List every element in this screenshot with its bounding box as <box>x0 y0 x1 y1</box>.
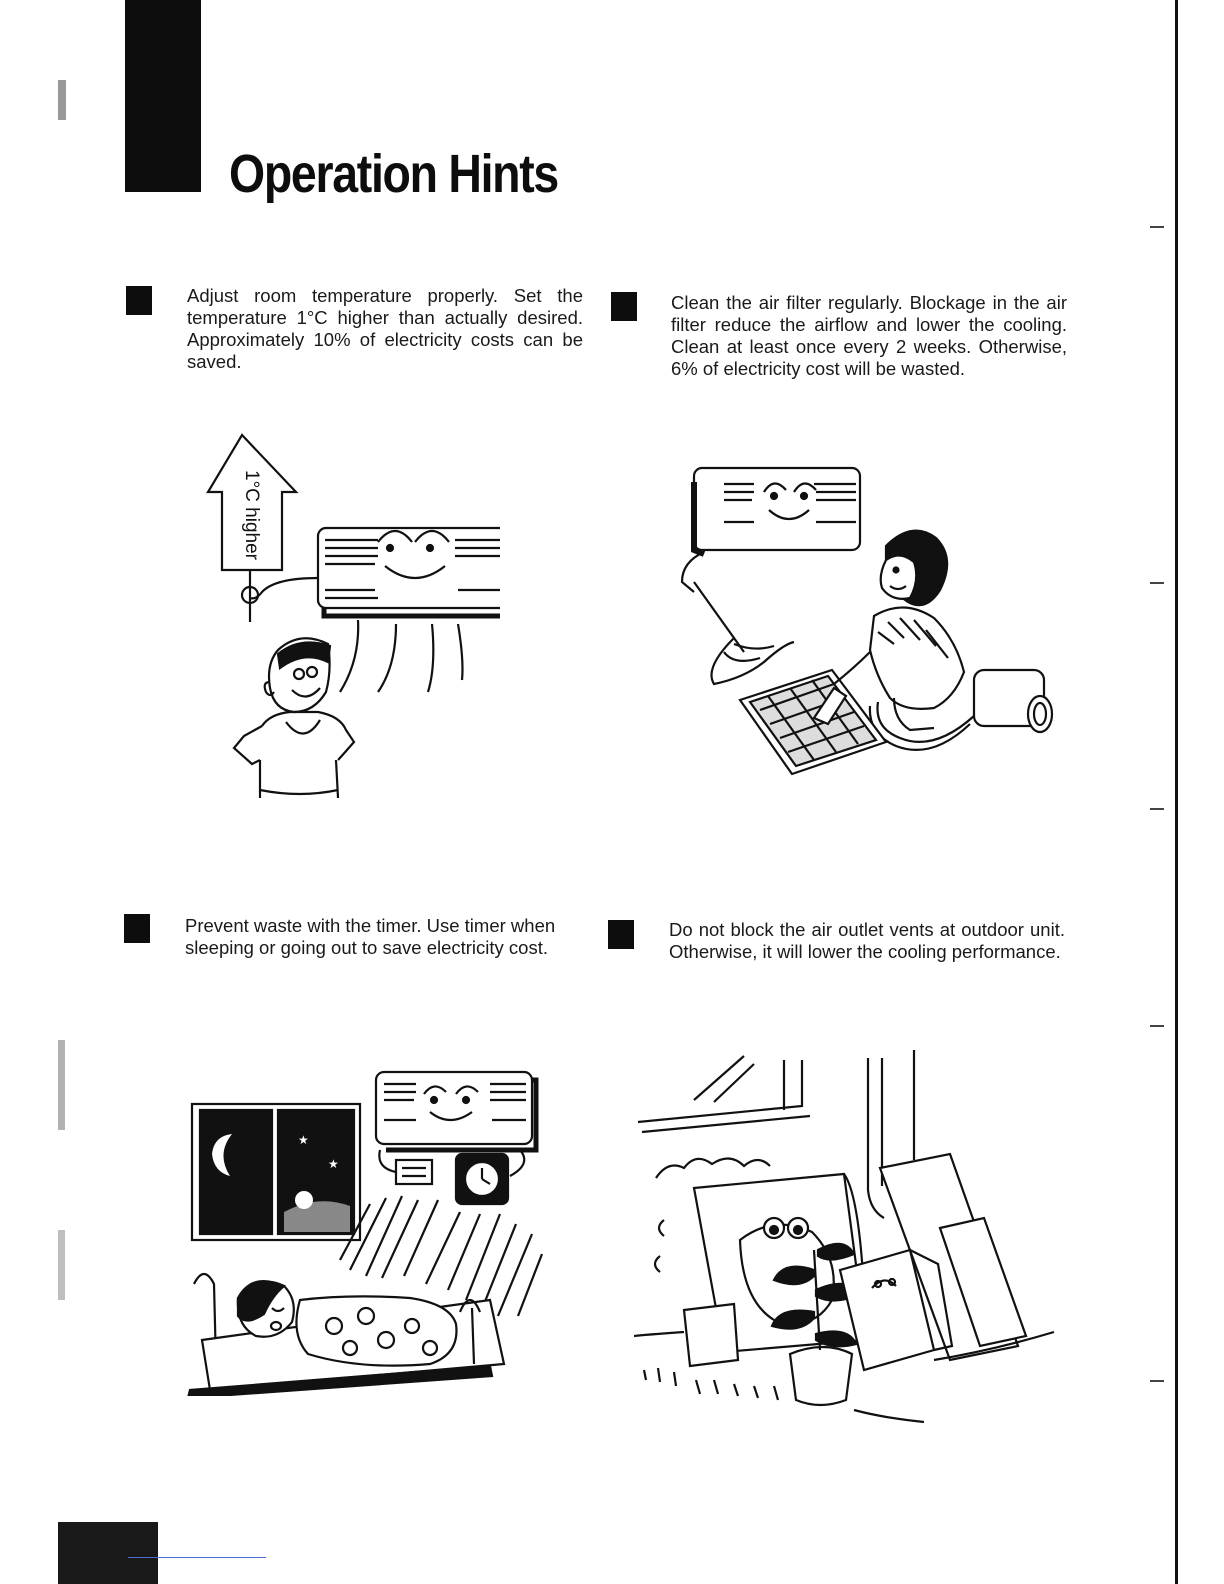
scan-smudge <box>58 1522 158 1584</box>
scan-smudge <box>58 80 66 120</box>
hint-text-use-timer: Prevent waste with the timer. Use timer when sleeping or going out to save electricity cost. <box>185 915 556 958</box>
illustration-outdoor-unit <box>634 1050 1064 1430</box>
margin-tick <box>1150 582 1164 584</box>
illustration-timer <box>180 1064 560 1396</box>
margin-tick <box>1150 808 1164 810</box>
scan-smudge <box>58 1040 65 1130</box>
margin-tick <box>1150 226 1164 228</box>
hint-text-adjust-temperature: Adjust room temperature properly. Set the temperature 1°C higher than actually desired. Approximately 10% of electricity costs can be saved. <box>187 285 583 372</box>
illustration-temperature <box>200 430 500 810</box>
hint-bullet <box>126 286 152 315</box>
svg-text:★: ★ <box>298 1133 309 1147</box>
page-title: Operation Hints <box>229 144 558 204</box>
hint-text-clean-filter: Clean the air filter regularly. Blockage in the air filter reduce the airflow and lower the cooling. Clean at least once every 2 weeks. Otherwise, 6% of electricity cost will be wasted. <box>671 292 1067 379</box>
hint-bullet <box>608 920 634 949</box>
scan-smudge <box>58 1230 65 1300</box>
hint-bullet <box>124 914 150 943</box>
hint-text-outdoor-vents: Do not block the air outlet vents at outdoor unit. Otherwise, it will lower the cooling performance. <box>669 919 1065 962</box>
illustration-clean-filter <box>664 462 1064 792</box>
page-edge-rule <box>1175 0 1178 1584</box>
svg-text:★: ★ <box>328 1157 339 1171</box>
margin-tick <box>1150 1025 1164 1027</box>
section-tab-marker <box>125 0 201 192</box>
scan-underline <box>128 1557 266 1558</box>
margin-tick <box>1150 1380 1164 1382</box>
hint-bullet <box>611 292 637 321</box>
arrow-label: 1°C higher <box>241 470 262 560</box>
